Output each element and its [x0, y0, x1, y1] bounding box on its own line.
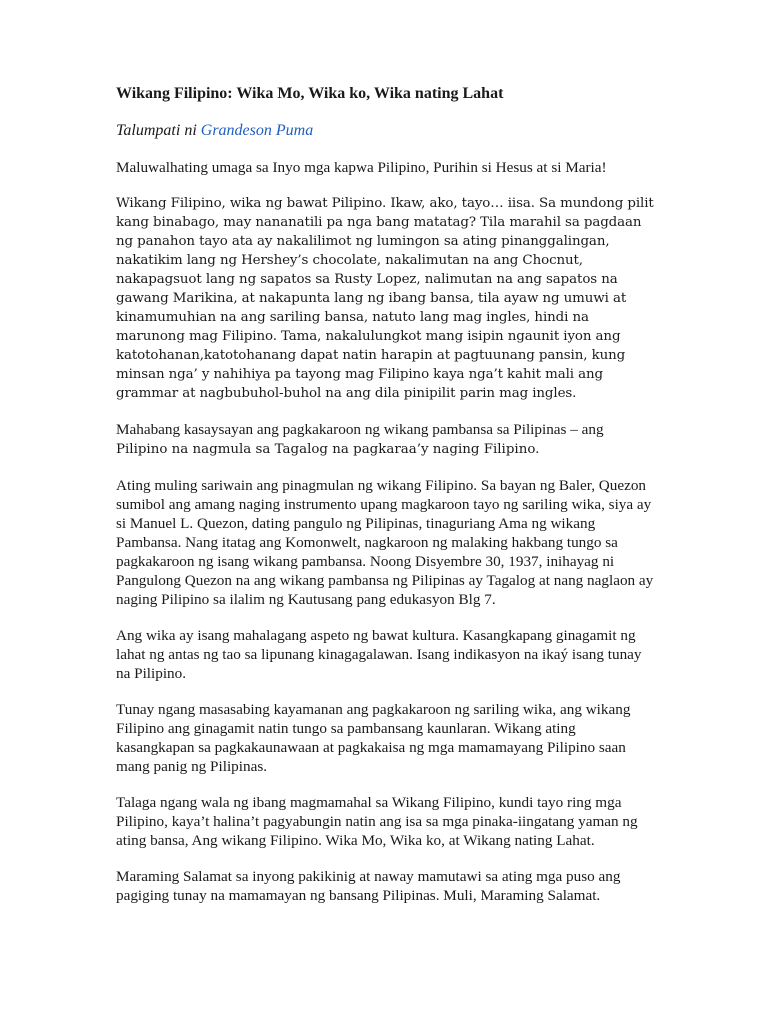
- body-paragraph-3: Ating muling sariwain ang pinagmulan ng wikang Filipino. Sa bayan ng Baler, Quezon sumibol ang amang naging instrumento upang magkaroon tayo ng sariling wika, siya ay si Manuel L. Quezon, dating pangulo ng Pilipinas, tinaguriang Ama ng wikang Pambansa. Nang itatag ang Komonwelt, nagkaroon ng malaking hakbang tungo sa pagkakaroon ng isang wikang pambansa. Noong Disyembre 30, 1937, inihayag ni Pangulong Quezon na ang wikang pambansa ng Pilipinas ay Tagalog at nang naglaon ay naging Pilipino sa ilalim ng Kautusang pang edukasyon Blg 7.: [116, 477, 654, 608]
- byline-prefix: Talumpati ni: [116, 122, 201, 139]
- body-paragraph-4: Ang wika ay isang mahalagang aspeto ng bawat kultura. Kasangkapang ginagamit ng lahat ng antas ng tao sa lipunang kinagagalawan. Isang indikasyon na ikaý isang tunay na Pilipino.: [116, 627, 642, 682]
- closing-paragraph: Maraming Salamat sa inyong pakikinig at naway mamutawi sa ating mga puso ang pagiging tunay na mamamayan ng bansang Pilipinas. Muli, Maraming Salamat.: [116, 868, 621, 904]
- body-paragraph-6: Talaga ngang wala ng ibang magmamahal sa Wikang Filipino, kundi tayo ring mga Pilipino, kaya’t halina’t pagyabungin natin ang isa sa mga pinaka-iingatang yaman ng ating bansa, Ang wikang Filipino. Wika Mo, Wika ko, at Wikang nating Lahat.: [116, 794, 638, 849]
- body-paragraph-2: [116, 420, 656, 459]
- body-paragraph-2-line-1: Mahabang kasaysayan ang pagkakaroon ng wikang pambansa sa Pilipinas – ang: [116, 421, 604, 438]
- body-paragraph-5: Tunay ngang masasabing kayamanan ang pagkakaroon ng sariling wika, ang wikang Filipino ang ginagamit natin tungo sa pambansang kaunlaran. Wikang ating kasangkapan sa pagkakaunawaan at pagkakaisa ng mga mamamayang Pilipino saan mang panig ng Pilipinas.: [116, 701, 631, 775]
- body-paragraph-1: Wikang Filipino, wika ng bawat Pilipino. Ikaw, ako, tayo… iisa. Sa mundong pilit kang binabago, may nananatili pa nga bang matatag? Tila marahil sa pagdaan ng panahon tayo ata ay nakalilimot ng lumingon sa ating pinanggalingan, nakatikim lang ng Hershey’s chocolate, nakalimutan na ang Chocnut, nakapagsuot lang ng sapatos sa Rusty Lopez, nalimutan na ang sapatos na gawang Marikina, at nakapunta lang ng ibang bansa, tila ayaw ng umuwi at kinamumuhian na ang sariling bansa, natuto lang mag ingles, hindi na marunong mag Filipino. Tama, nakalulungkot mang isipin ngaunit iyon ang katotohanan,katotohanang dapat natin harapin at pagtuunang pansin, kung minsan nga’ y nahihiya pa tayong mag Filipino kaya nga’t kahit mali ang grammar at nagbubuhol-buhol na ang dila pinipilit parin mag ingles.: [116, 196, 654, 401]
- document-title: Wikang Filipino: Wika Mo, Wika ko, Wika nating Lahat: [116, 85, 504, 102]
- greeting-paragraph: Maluwalhating umaga sa Inyo mga kapwa Pilipino, Purihin si Hesus at si Maria!: [116, 159, 607, 176]
- document-page: [116, 84, 656, 922]
- author-link[interactable]: Grandeson Puma: [200, 122, 314, 139]
- byline: [116, 121, 656, 141]
- body-paragraph-2-line-2: Pilipino na nagmula sa Tagalog na pagkaraa’y naging Filipino.: [116, 442, 540, 457]
